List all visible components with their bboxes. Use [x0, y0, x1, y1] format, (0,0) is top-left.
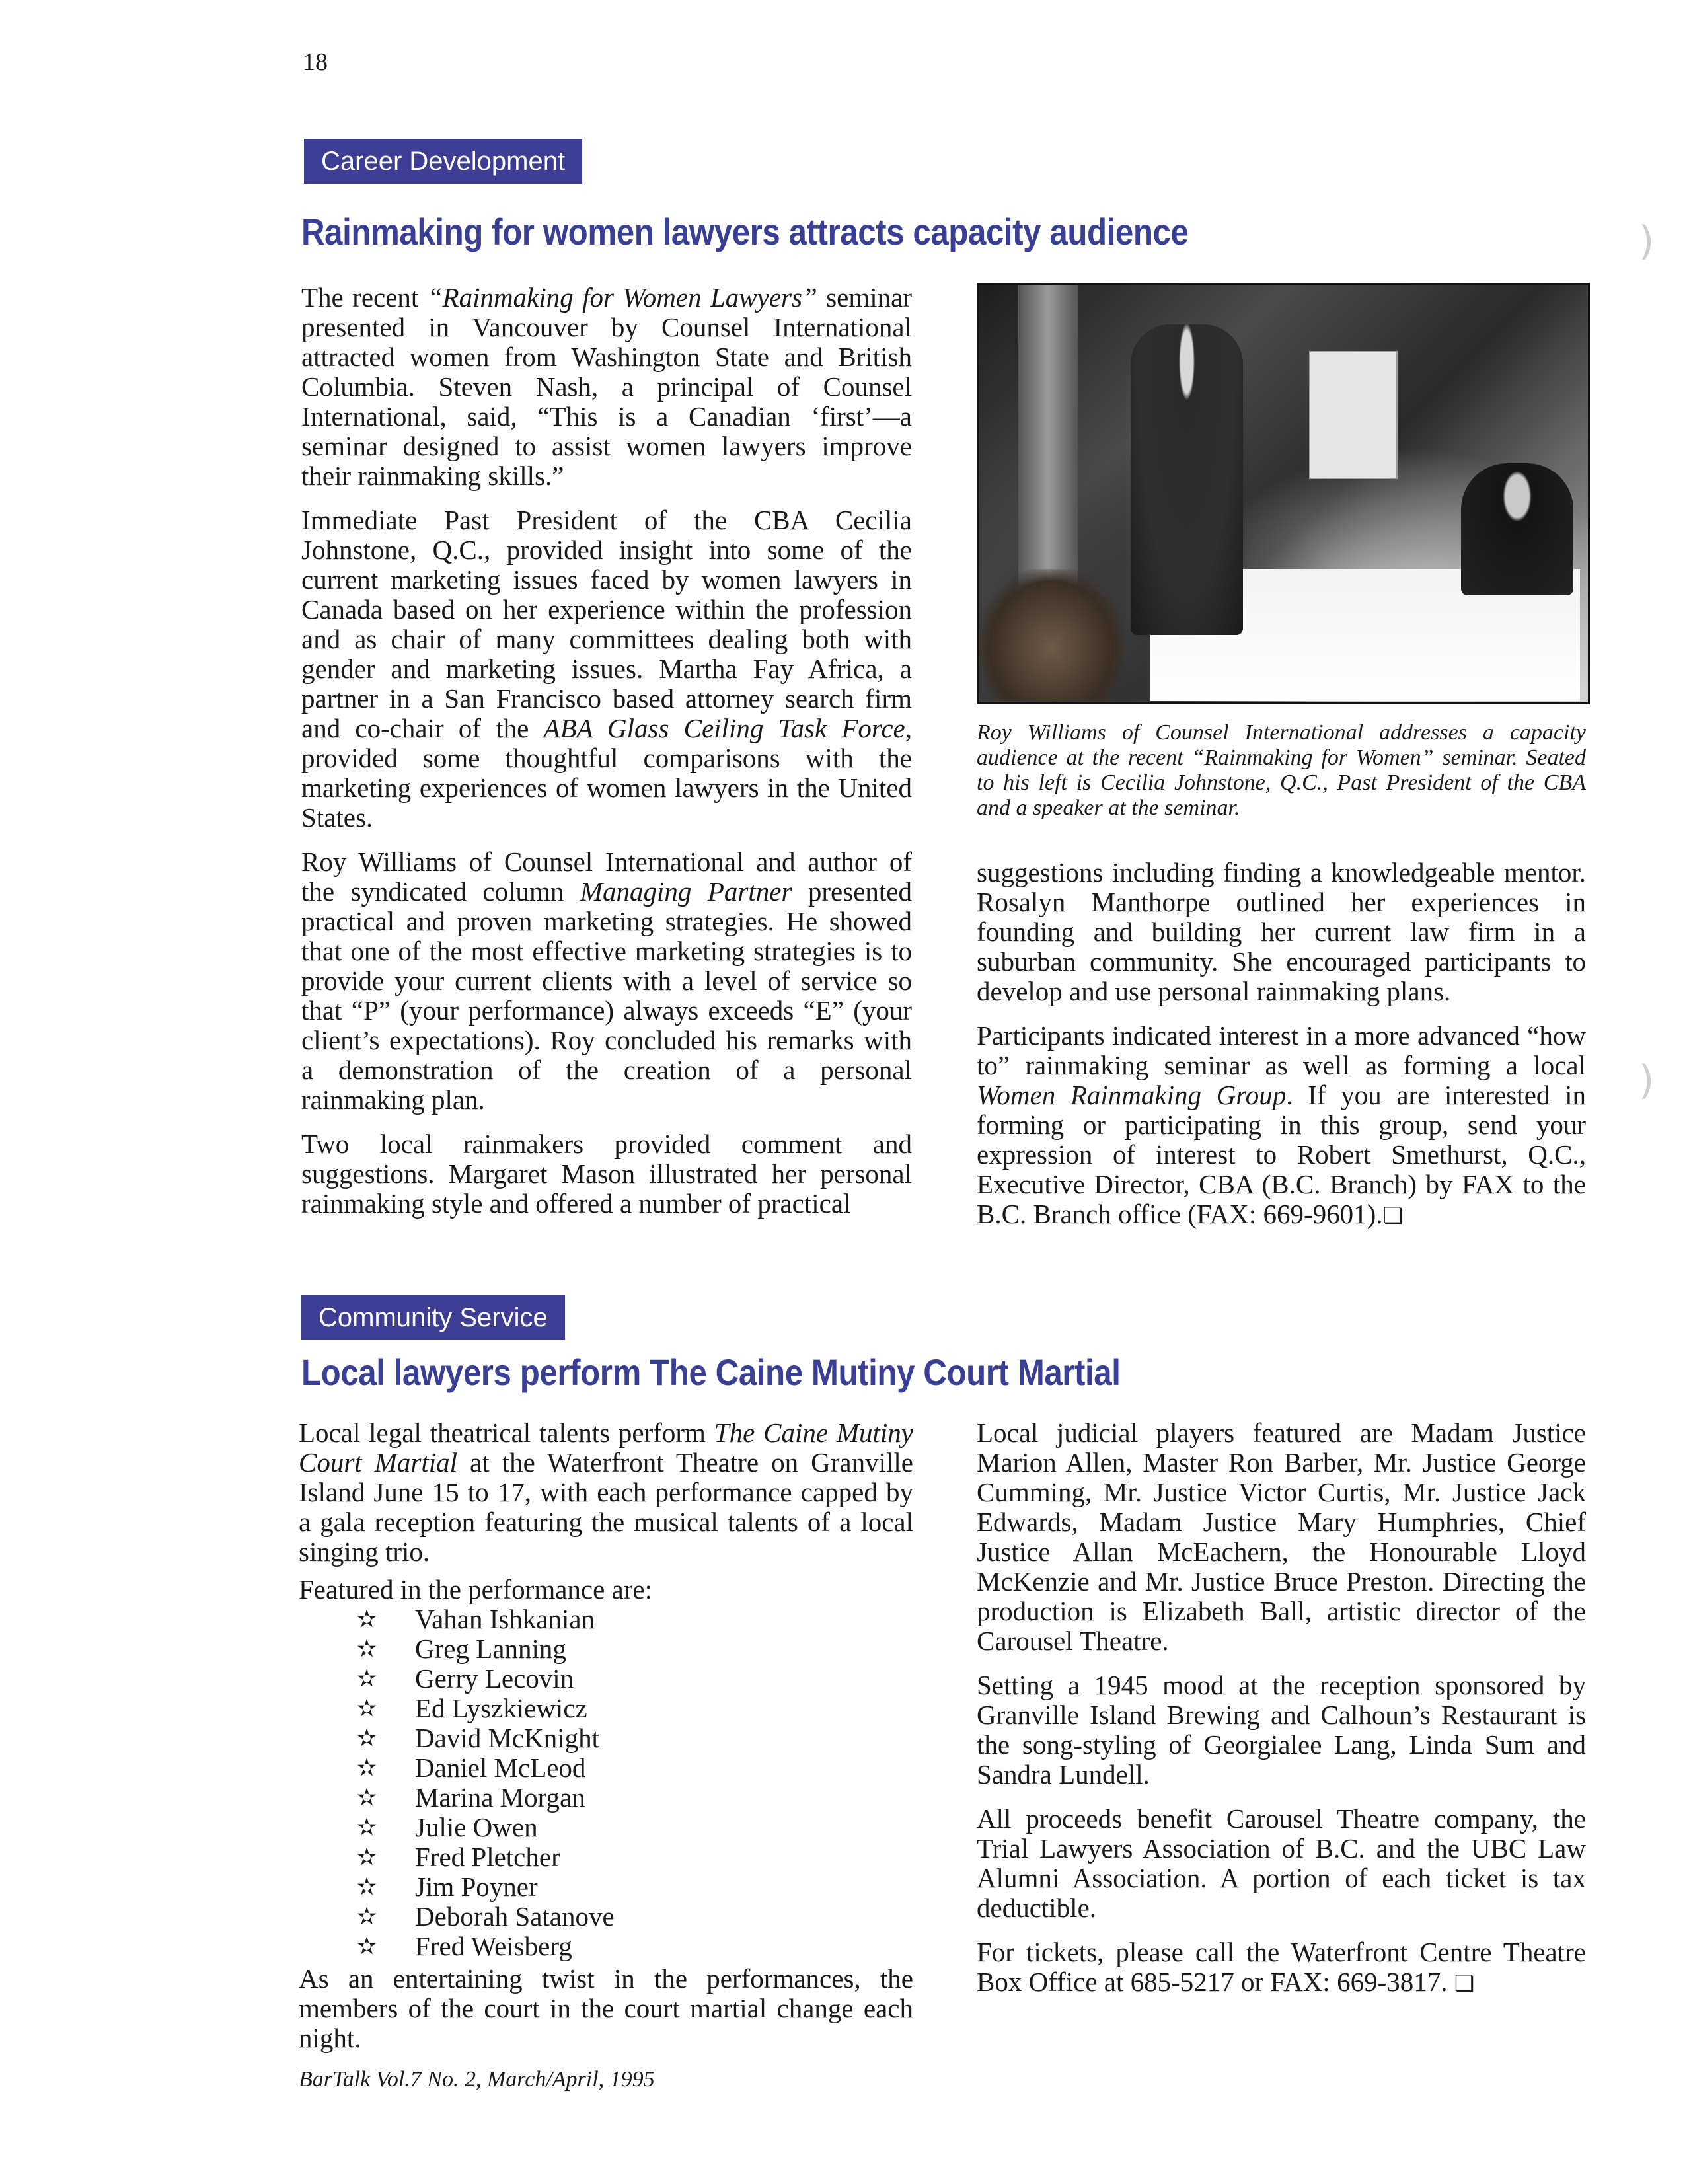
cast-member-name: David McKnight	[415, 1723, 599, 1753]
seminar-photo	[977, 283, 1590, 704]
star-icon: ✫	[357, 1903, 377, 1930]
cast-member-name: Deborah Satanove	[415, 1901, 615, 1932]
headline-caine-mutiny: Local lawyers perform The Caine Mutiny Court Martial	[301, 1351, 1121, 1393]
cast-member	[299, 1753, 913, 1783]
cast-member-name: Daniel McLeod	[415, 1752, 586, 1783]
article1-right-column	[977, 858, 1586, 1246]
photo-easel	[1309, 351, 1398, 479]
cast-member	[299, 1932, 913, 1961]
star-icon: ✫	[357, 1873, 377, 1901]
star-icon: ✫	[357, 1754, 377, 1782]
article1-paragraph-6: Participants indicated interest in a more advanced “how to” rainmaking seminar as well as forming a local Women Rainmaking Group. If you are interested in forming or participating in this group, send your expression of interest to Robert Smethurst, Q.C., Executive Director, CBA (B.C. Branch) by FAX to the B.C. Branch office (FAX: 669-9601).❏	[977, 1020, 1586, 1229]
article1-paragraph-5: suggestions including finding a knowledgeable mentor. Rosalyn Manthorpe outlined her experiences in founding and building her current law firm in a suburban community. She encouraged participants to develop and use personal rainmaking plans.	[977, 857, 1586, 1006]
article1-paragraph-2: Immediate Past President of the CBA Cecilia Johnstone, Q.C., provided insight into some of the current marketing issues faced by women lawyers in Canada based on her experience within the profession and as chair of many committees dealing both with gender and marketing issues. Martha Fay Africa, a partner in a San Francisco based attorney search firm and co-chair of the ABA Glass Ceiling Task Force, provided some thoughtful comparisons with the marketing experiences of women lawyers in the United States.	[301, 505, 913, 833]
cast-list	[299, 1604, 913, 1961]
cast-member	[299, 1783, 913, 1813]
headline-rainmaking: Rainmaking for women lawyers attracts capacity audience	[301, 211, 1189, 252]
star-icon: ✫	[357, 1695, 377, 1722]
section-label-community: Community Service	[301, 1295, 565, 1340]
section-label-career: Career Development	[304, 139, 582, 184]
cast-member	[299, 1634, 913, 1664]
cast-member-name: Fred Pletcher	[415, 1842, 560, 1872]
star-icon: ✫	[357, 1784, 377, 1811]
cast-member-name: Gerry Lecovin	[415, 1663, 574, 1694]
article2-paragraph-2: Local judicial players featured are Madam Justice Marion Allen, Master Ron Barber, Mr. Justice George Cumming, Mr. Justice Victor Curtis, Mr. Justice Jack Edwards, Madam Justice Mary Humphries, Chief Justice Allan McEachern, the Honourable Lloyd McKenzie and Mr. Justice Bruce Preston. Directing the production is Elizabeth Ball, artistic director of the Carousel Theatre.	[977, 1417, 1586, 1656]
star-icon: ✫	[357, 1844, 377, 1871]
article2-paragraph-3: Setting a 1945 mood at the reception sponsored by Granville Island Brewing and Calhoun’s Restaurant is the song-styling of Georgialee Lang, Linda Sum and Sandra Lundell.	[977, 1670, 1586, 1789]
seminar-title: “Rainmaking for Women Lawyers”	[427, 282, 817, 313]
star-icon: ✫	[357, 1814, 377, 1841]
cast-member-name: Fred Weisberg	[415, 1931, 572, 1961]
end-of-article-icon: ❏	[1382, 1203, 1404, 1229]
photo-seated-woman	[1461, 463, 1573, 595]
article1-paragraph-4: Two local rainmakers provided comment and suggestions. Margaret Mason illustrated her personal rainmaking style and offered a number of practical	[301, 1129, 912, 1219]
margin-punch-mark: )	[1639, 1057, 1655, 1104]
article2-closing: As an entertaining twist in the performances, the members of the court in the court martial change each night.	[299, 1963, 913, 2053]
star-icon: ✫	[357, 1636, 377, 1663]
article1-left-column	[301, 283, 912, 1233]
article1-paragraph-1: The recent “Rainmaking for Women Lawyers” seminar presented in Vancouver by Counsel International attracted women from Washington State and British Columbia. Steven Nash, a principal of Counsel International, said, “This is a Canadian ‘first’—a seminar designed to assist women lawyers improve their rainmaking skills.”	[301, 282, 912, 491]
end-of-article-icon: ❏	[1454, 1971, 1475, 1997]
cast-member	[299, 1842, 913, 1872]
cast-member	[299, 1723, 913, 1753]
article2-paragraph-4: All proceeds benefit Carousel Theatre company, the Trial Lawyers Association of B.C. and the UBC Law Alumni Association. A portion of each ticket is tax deductible.	[977, 1803, 1586, 1923]
featured-intro: Featured in the performance are:	[299, 1574, 653, 1604]
photo-speaker	[1131, 324, 1243, 635]
cast-member	[299, 1813, 913, 1842]
cast-member-name: Julie Owen	[415, 1812, 538, 1842]
article2-left-column	[299, 1418, 913, 2068]
article2-paragraph-5: For tickets, please call the Waterfront Centre Theatre Box Office at 685-5217 or FAX: 669-3817. ❏	[977, 1937, 1586, 1997]
star-icon: ✫	[357, 1665, 377, 1692]
cast-member-name: Jim Poyner	[415, 1871, 538, 1902]
margin-punch-mark: )	[1639, 218, 1655, 264]
article1-paragraph-3: Roy Williams of Counsel International and author of the syndicated column Managing Partner presented practical and proven marketing strategies. He showed that one of the most effective marketing strategies is to provide your current clients with a level of service so that “P” (your performance) always exceeds “E” (your client’s expectations). Roy concluded his remarks with a demonstration of the creation of a personal rainmaking plan.	[301, 847, 912, 1115]
cast-member-name: Greg Lanning	[415, 1634, 566, 1664]
page-number: 18	[303, 48, 328, 76]
cast-member	[299, 1902, 913, 1932]
cast-member	[299, 1664, 913, 1694]
cast-member-name: Marina Morgan	[415, 1782, 585, 1813]
cast-member	[299, 1872, 913, 1902]
photo-caption: Roy Williams of Counsel International addresses a capacity audience at the recent “Rainmaking for Women” seminar. Seated to his left is Cecilia Johnstone, Q.C., Past President of the CBA and a speaker at the seminar.	[977, 720, 1586, 820]
photo-audience-head	[979, 569, 1124, 701]
cast-member	[299, 1694, 913, 1723]
article2-paragraph-1: Local legal theatrical talents perform The Caine Mutiny Court Martial at the Waterfront Theatre on Granville Island June 15 to 17, with each performance capped by a gala reception featuring the musical talents of a local singing trio.	[299, 1417, 913, 1567]
star-icon: ✫	[357, 1933, 377, 1960]
issue-footer: BarTalk Vol.7 No. 2, March/April, 1995	[299, 2067, 655, 2091]
cast-member	[299, 1604, 913, 1634]
star-icon: ✫	[357, 1606, 377, 1633]
cast-member-name: Ed Lyszkiewicz	[415, 1693, 587, 1723]
article2-right-column	[977, 1418, 1586, 2014]
star-icon: ✫	[357, 1725, 377, 1752]
cast-member-name: Vahan Ishkanian	[415, 1604, 595, 1634]
